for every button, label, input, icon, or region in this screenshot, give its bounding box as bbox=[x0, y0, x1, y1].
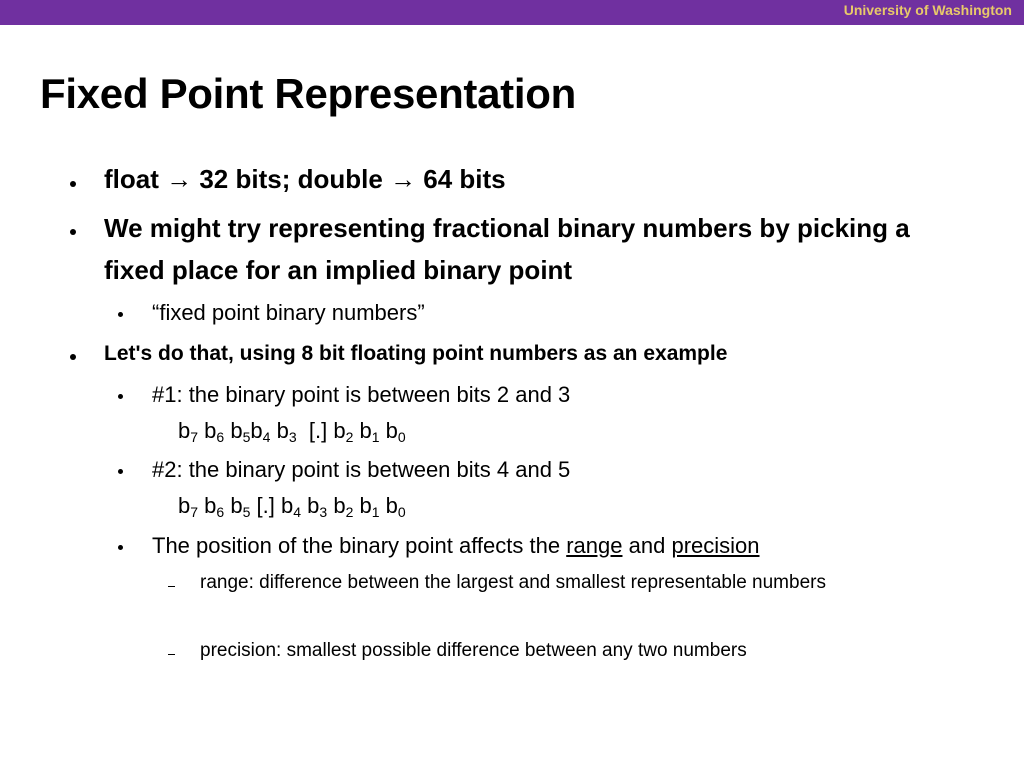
header-bar bbox=[0, 0, 1024, 25]
bullet-dot-icon bbox=[118, 312, 123, 317]
bullet-dot-icon bbox=[118, 545, 123, 550]
bullet-dot-icon bbox=[70, 229, 76, 235]
example-2-text: #2: the binary point is between bits 4 and 5 bbox=[152, 457, 571, 482]
range-term: range bbox=[566, 533, 623, 558]
bullet-dot-icon bbox=[70, 354, 76, 360]
bullet-dot-icon bbox=[118, 469, 123, 474]
example-2-bits: $b_7$ $b_6$ $b_5$ [.] $b_4$ $b_3$ $b_2$ $b_1$ $b_0$ bbox=[178, 493, 406, 520]
bullet-dot-icon bbox=[70, 181, 76, 187]
precision-term: precision bbox=[671, 533, 760, 558]
dash-bullet-icon bbox=[168, 586, 175, 587]
university-brand: University of Washington bbox=[843, 2, 1012, 18]
bullet-fractional-binary: We might try representing fractional binary numbers by picking a fixed place for an implied binary point bbox=[104, 213, 910, 285]
bullet-dot-icon bbox=[118, 394, 123, 399]
example-1-text: #1: the binary point is between bits 2 and 3 bbox=[152, 382, 571, 407]
bullet-fixed-point-numbers: “fixed point binary numbers” bbox=[152, 300, 425, 325]
range-definition: range: difference between the largest and smallest representable numbers bbox=[200, 572, 826, 593]
slide-title: Fixed Point Representation bbox=[40, 70, 576, 117]
example-1-bits: $b_7$ $b_6$ $b_5b_4$ $b_3$ [.] $b_2$ $b_1$ $b_0$ bbox=[178, 418, 406, 445]
dash-bullet-icon bbox=[168, 654, 175, 655]
bullet-position-affects: The position of the binary point affects the range and precision bbox=[152, 533, 760, 558]
bullet-8bit-example: Let's do that, using 8 bit floating point numbers as an example bbox=[104, 342, 728, 365]
precision-definition: precision: smallest possible difference between any two numbers bbox=[200, 640, 747, 661]
bullet-float-double: float → 32 bits; double → 64 bits bbox=[104, 164, 506, 194]
